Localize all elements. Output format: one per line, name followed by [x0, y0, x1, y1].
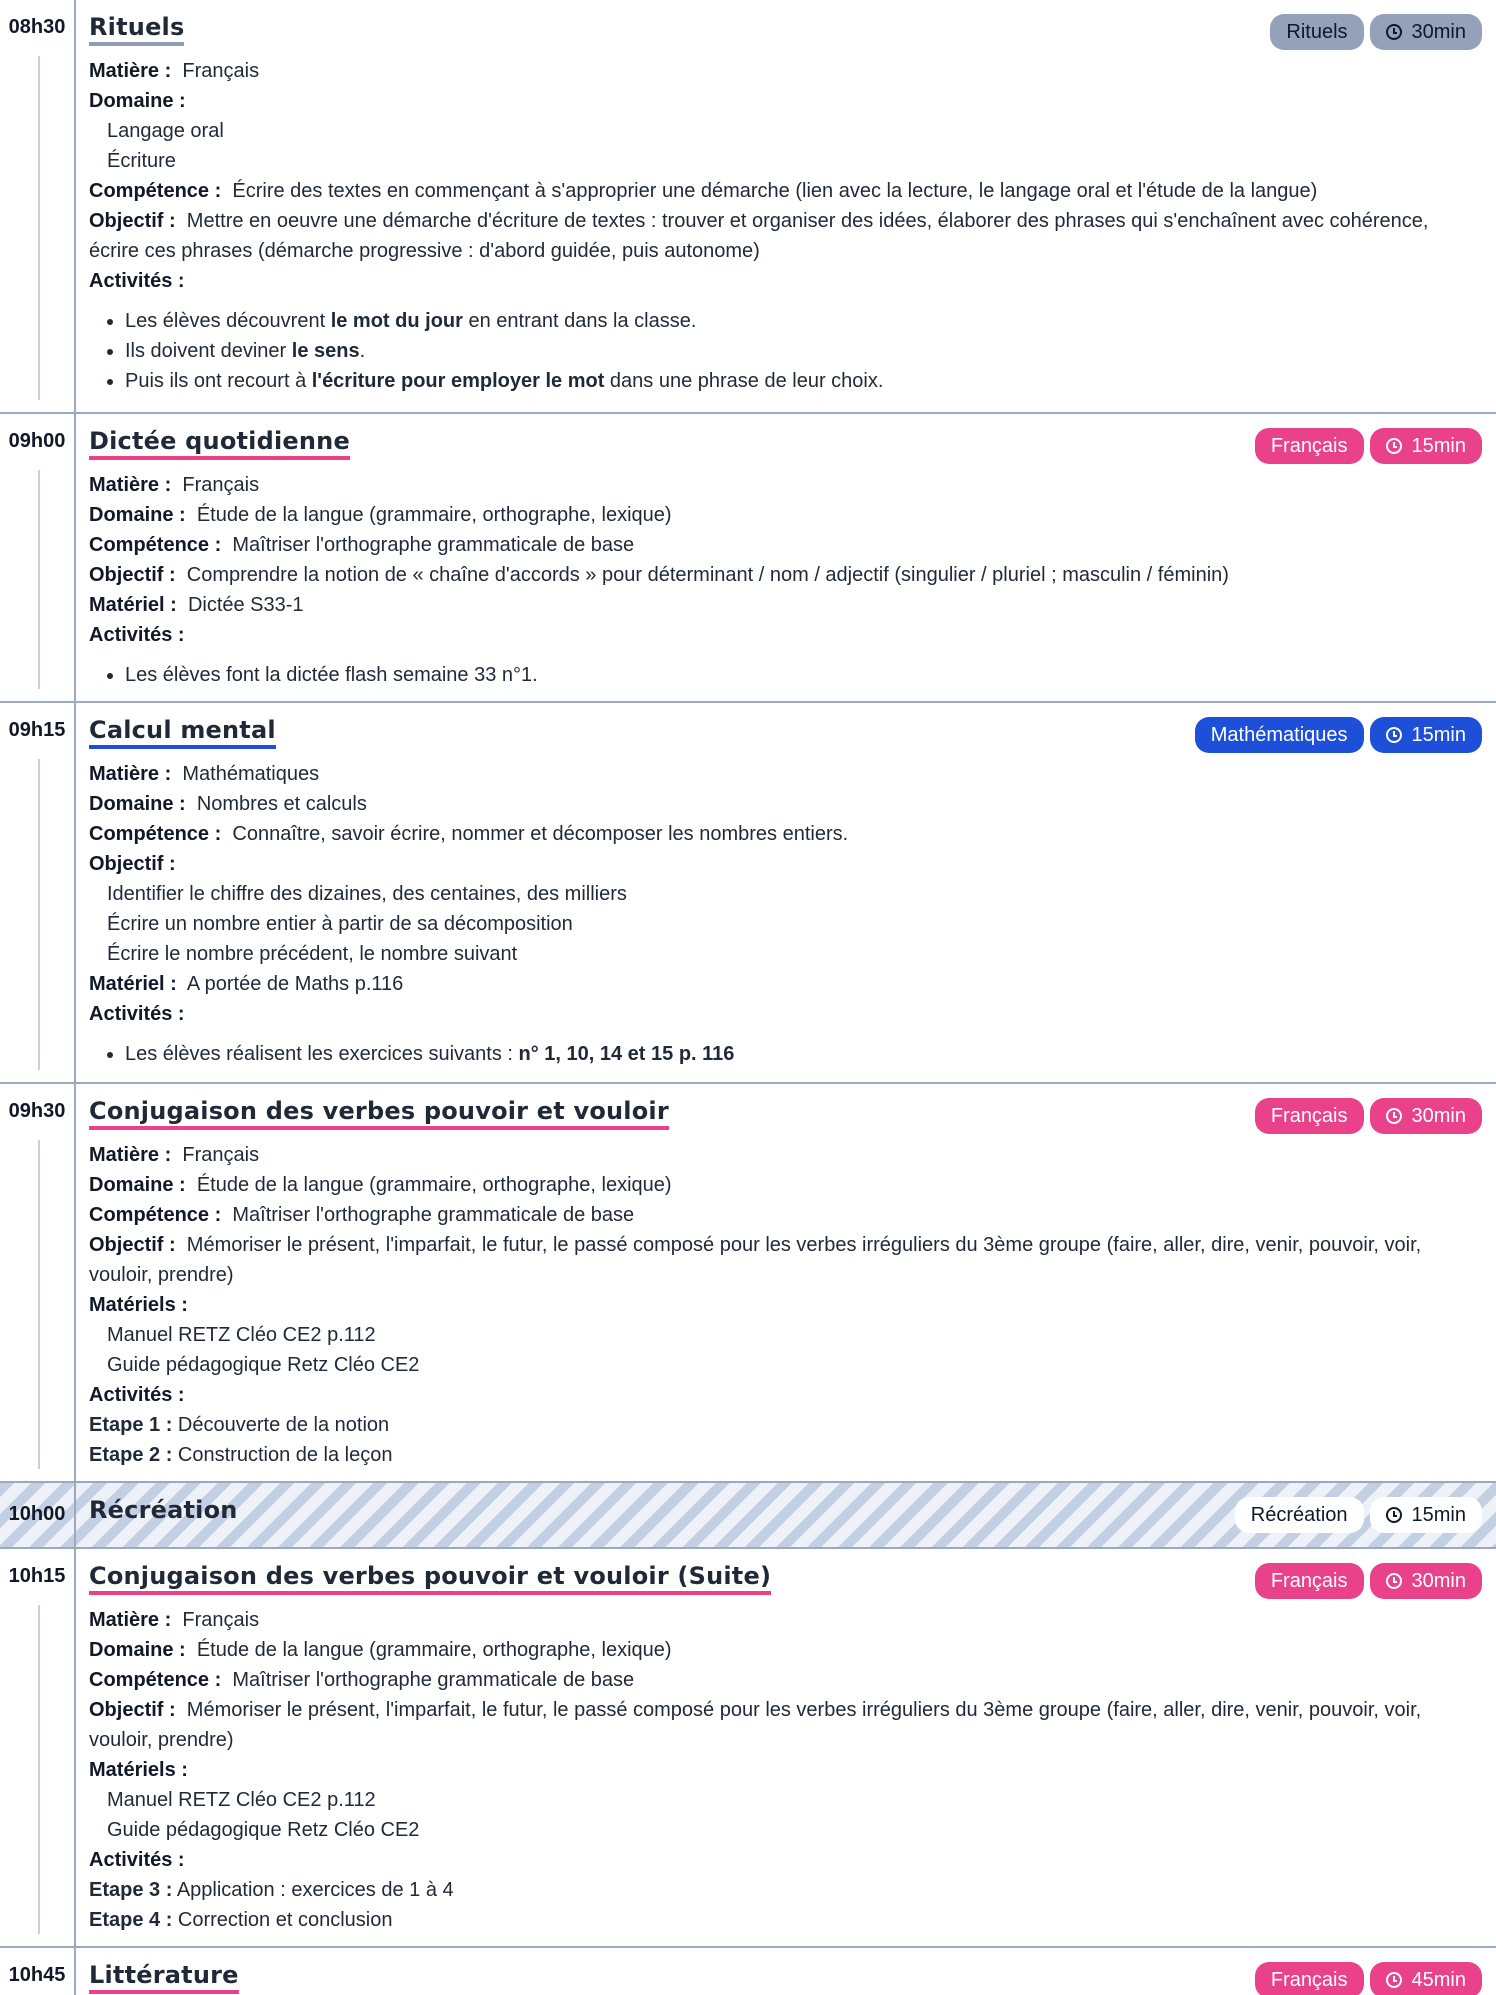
time-label: 10h00	[8, 1503, 66, 1525]
session-title[interactable]: Conjugaison des verbes pouvoir et vouloir (Suite)	[89, 1561, 771, 1595]
subject-badge-label: Récréation	[1250, 1504, 1348, 1526]
clock-icon	[1386, 438, 1402, 454]
activity-list	[89, 660, 1482, 690]
session-badges	[1255, 428, 1482, 464]
duration-label: 45min	[1411, 1969, 1466, 1991]
field-matiere: Matière : Français	[89, 60, 260, 82]
session-badges	[1255, 1098, 1482, 1134]
session-badges	[1255, 1962, 1482, 1995]
timeline-line	[38, 56, 40, 400]
field-materiels: Matériels :	[89, 1294, 188, 1316]
subject-badge	[1270, 14, 1363, 50]
objectif-item: Écrire un nombre entier à partir de sa décomposition	[107, 913, 573, 935]
timeline-line	[38, 1140, 40, 1469]
timeline-line	[38, 759, 40, 1070]
list-item: • Puis ils ont recourt à l'écriture pour employer le mot dans une phrase de leur choix.	[125, 366, 1482, 396]
clock-icon	[1386, 24, 1402, 40]
session-content	[76, 1549, 1496, 1946]
clock-icon	[1386, 727, 1402, 743]
duration-label: 30min	[1411, 21, 1466, 43]
session-content	[76, 1483, 1496, 1547]
list-item: • Ils doivent deviner le sens.	[125, 336, 1482, 366]
field-activites: Activités :	[89, 624, 185, 646]
clock-icon	[1386, 1108, 1402, 1124]
session-title[interactable]: Rituels	[89, 12, 184, 46]
timeline-line	[38, 1605, 40, 1934]
subject-badge	[1255, 1962, 1364, 1995]
duration-badge	[1370, 1098, 1482, 1134]
step-item: Etape 4 : Correction et conclusion	[89, 1909, 393, 1931]
field-objectif: Objectif :	[89, 853, 176, 875]
subject-badge	[1195, 717, 1364, 753]
time-column	[0, 1549, 76, 1946]
subject-badge-label: Français	[1270, 1570, 1348, 1592]
field-activites: Activités :	[89, 1849, 185, 1871]
session-badges	[1270, 14, 1482, 50]
clock-icon	[1386, 1507, 1402, 1523]
field-competence: Compétence : Écrire des textes en commençant à s'approprier une démarche (lien avec la lecture, le langage oral et l'étude de la langue)	[89, 180, 1318, 202]
session-badges	[1235, 1497, 1482, 1533]
field-objectif: Objectif : Mettre en oeuvre une démarche d'écriture de textes : trouver et organiser des idées, élaborer des phrases qui s'enchaînent avec cohérence, écrire ces phrases (démarche progressive : d'abord guidée, puis autonome)	[89, 210, 1429, 262]
duration-badge	[1370, 717, 1482, 753]
time-column	[0, 1084, 76, 1481]
field-matiere: Matière : Français	[89, 474, 260, 496]
time-label: 09h15	[8, 719, 66, 741]
field-matiere: Matière : Mathématiques	[89, 763, 320, 785]
domaine-item: Écriture	[107, 150, 176, 172]
duration-label: 15min	[1411, 1504, 1466, 1526]
field-materiel: Matériel : Dictée S33-1	[89, 594, 304, 616]
subject-badge	[1235, 1497, 1364, 1533]
time-label: 08h30	[8, 16, 66, 38]
session-title[interactable]: Dictée quotidienne	[89, 426, 350, 460]
subject-badge	[1255, 428, 1364, 464]
subject-badge-label: Mathématiques	[1210, 724, 1348, 746]
field-materiels: Matériels :	[89, 1759, 188, 1781]
domaine-item: Langage oral	[107, 120, 224, 142]
session-dictee	[0, 414, 1496, 703]
session-content	[76, 0, 1496, 412]
duration-badge	[1370, 1962, 1482, 1995]
field-activites: Activités :	[89, 1003, 185, 1025]
clock-icon	[1386, 1573, 1402, 1589]
step-item: Etape 2 : Construction de la leçon	[89, 1444, 393, 1466]
session-recreation	[0, 1481, 1496, 1549]
subject-badge-label: Rituels	[1286, 21, 1348, 43]
session-content	[76, 414, 1496, 701]
time-label: 09h00	[8, 430, 66, 452]
field-objectif: Objectif : Mémoriser le présent, l'imparfait, le futur, le passé composé pour les verbes irréguliers du 3ème groupe (faire, aller, dire, venir, pouvoir, voir, vouloir, prendre)	[89, 1699, 1422, 1751]
subject-badge-label: Français	[1270, 435, 1348, 457]
field-competence: Compétence : Maîtriser l'orthographe grammaticale de base	[89, 1204, 635, 1226]
field-competence: Compétence : Maîtriser l'orthographe grammaticale de base	[89, 534, 635, 556]
field-activites: Activités :	[89, 270, 185, 292]
duration-badge	[1370, 14, 1482, 50]
time-label: 09h30	[8, 1100, 66, 1122]
clock-icon	[1386, 1972, 1402, 1988]
duration-badge	[1370, 428, 1482, 464]
session-content	[76, 703, 1496, 1082]
session-litterature	[0, 1948, 1496, 1995]
field-materiel: Matériel : A portée de Maths p.116	[89, 973, 404, 995]
duration-label: 30min	[1411, 1570, 1466, 1592]
session-title[interactable]: Littérature	[89, 1960, 239, 1994]
session-title[interactable]: Récréation	[89, 1496, 238, 1524]
session-content	[76, 1948, 1496, 1995]
time-column	[0, 414, 76, 701]
session-conjugaison	[0, 1084, 1496, 1481]
field-competence: Compétence : Maîtriser l'orthographe grammaticale de base	[89, 1669, 635, 1691]
duration-badge	[1370, 1497, 1482, 1533]
time-label: 10h15	[8, 1565, 66, 1587]
step-item: Etape 3 : Application : exercices de 1 à 4	[89, 1879, 454, 1901]
materiel-item: Guide pédagogique Retz Cléo CE2	[107, 1354, 420, 1376]
field-domaine: Domaine : Étude de la langue (grammaire, orthographe, lexique)	[89, 1639, 672, 1661]
list-item: • Les élèves découvrent le mot du jour en entrant dans la classe.	[125, 306, 1482, 336]
subject-badge	[1255, 1098, 1364, 1134]
time-column	[0, 1948, 76, 1995]
session-badges	[1195, 717, 1482, 753]
field-domaine: Domaine : Étude de la langue (grammaire, orthographe, lexique)	[89, 504, 672, 526]
duration-label: 15min	[1411, 435, 1466, 457]
activity-list	[89, 1039, 1482, 1069]
field-matiere: Matière : Français	[89, 1609, 260, 1631]
field-activites: Activités :	[89, 1384, 185, 1406]
session-badges	[1255, 1563, 1482, 1599]
materiel-item: Guide pédagogique Retz Cléo CE2	[107, 1819, 420, 1841]
session-calcul-mental	[0, 703, 1496, 1084]
field-domaine: Domaine : Nombres et calculs	[89, 793, 367, 815]
time-label: 10h45	[8, 1964, 66, 1986]
field-objectif: Objectif : Comprendre la notion de « chaîne d'accords » pour déterminant / nom / adjectif (singulier / pluriel ; masculin / féminin)	[89, 564, 1229, 586]
field-matiere: Matière : Français	[89, 1144, 260, 1166]
session-content	[76, 1084, 1496, 1481]
field-objectif: Objectif : Mémoriser le présent, l'imparfait, le futur, le passé composé pour les verbes irréguliers du 3ème groupe (faire, aller, dire, venir, pouvoir, voir, vouloir, prendre)	[89, 1234, 1422, 1286]
subject-badge-label: Français	[1270, 1105, 1348, 1127]
list-item: • Les élèves réalisent les exercices suivants : n° 1, 10, 14 et 15 p. 116	[125, 1039, 1482, 1069]
materiel-item: Manuel RETZ Cléo CE2 p.112	[107, 1324, 376, 1346]
field-domaine: Domaine : Étude de la langue (grammaire, orthographe, lexique)	[89, 1174, 672, 1196]
materiel-item: Manuel RETZ Cléo CE2 p.112	[107, 1789, 376, 1811]
field-domaine: Domaine :	[89, 90, 186, 112]
time-column	[0, 1483, 76, 1547]
session-title[interactable]: Calcul mental	[89, 715, 276, 749]
step-item: Etape 1 : Découverte de la notion	[89, 1414, 390, 1436]
activity-list	[89, 306, 1482, 396]
session-title[interactable]: Conjugaison des verbes pouvoir et vouloir	[89, 1096, 669, 1130]
subject-badge	[1255, 1563, 1364, 1599]
duration-label: 30min	[1411, 1105, 1466, 1127]
objectif-item: Écrire le nombre précédent, le nombre suivant	[107, 943, 518, 965]
duration-label: 15min	[1411, 724, 1466, 746]
objectif-item: Identifier le chiffre des dizaines, des centaines, des milliers	[107, 883, 627, 905]
subject-badge-label: Français	[1270, 1969, 1348, 1991]
session-rituels	[0, 0, 1496, 414]
duration-badge	[1370, 1563, 1482, 1599]
field-competence: Compétence : Connaître, savoir écrire, nommer et décomposer les nombres entiers.	[89, 823, 849, 845]
time-column	[0, 0, 76, 412]
timeline-line	[38, 470, 40, 689]
list-item: • Les élèves font la dictée flash semaine 33 n°1.	[125, 660, 1482, 690]
time-column	[0, 703, 76, 1082]
session-conjugaison-suite	[0, 1549, 1496, 1948]
